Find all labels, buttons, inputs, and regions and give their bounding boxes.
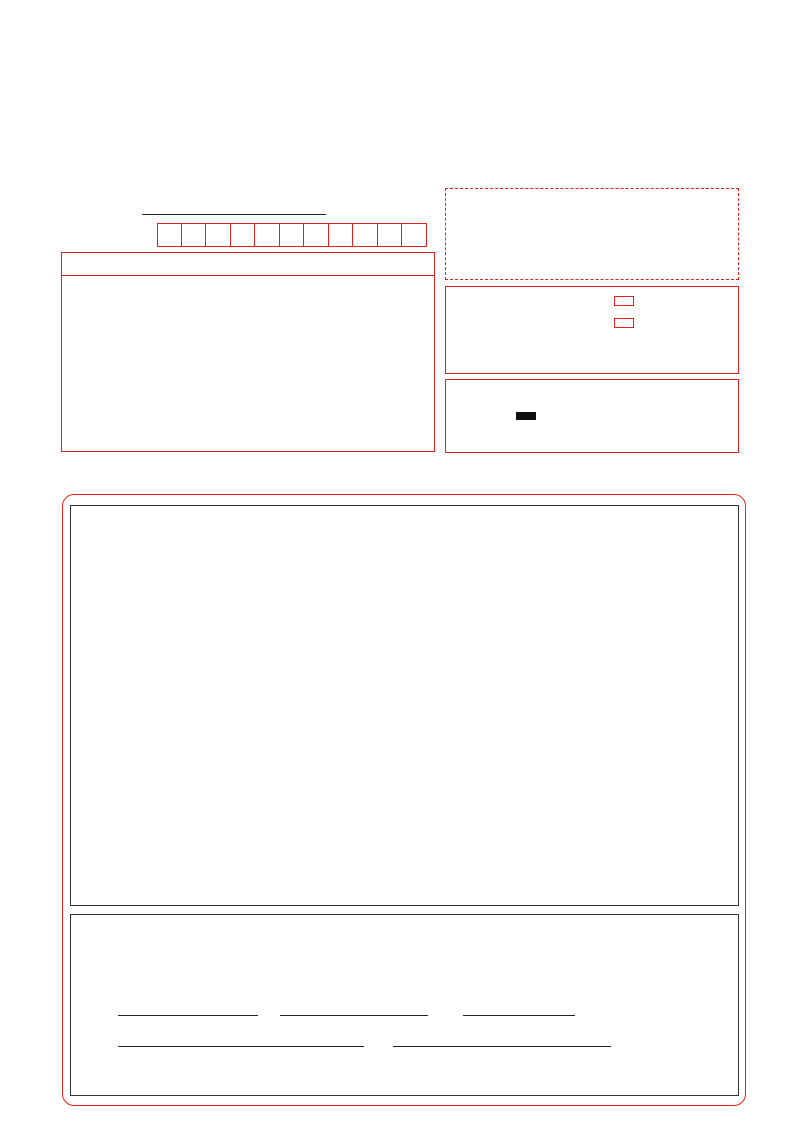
section3-box (70, 914, 739, 1096)
q51-part1-blank-3[interactable] (463, 1015, 575, 1016)
absent-mark-box[interactable] (614, 296, 634, 306)
notes-box (61, 252, 435, 452)
q51-part2-blank-1[interactable] (118, 1046, 364, 1047)
notes-title (62, 253, 434, 276)
q51-part1-blank-1[interactable] (118, 1015, 258, 1016)
id-number-boxes[interactable] (157, 223, 427, 247)
sample-box (445, 379, 739, 453)
choice-section-box (70, 505, 739, 906)
timing-marks-top (56, 38, 756, 52)
barcode-area (445, 188, 739, 280)
name-field[interactable] (142, 214, 326, 215)
prohibit-box (445, 286, 739, 374)
correct-fill-sample (516, 412, 536, 420)
violation-mark-box[interactable] (614, 318, 634, 328)
notes-list (62, 276, 434, 278)
q51-part2-blank-2[interactable] (393, 1046, 611, 1047)
q51-part1-blank-2[interactable] (280, 1015, 428, 1016)
